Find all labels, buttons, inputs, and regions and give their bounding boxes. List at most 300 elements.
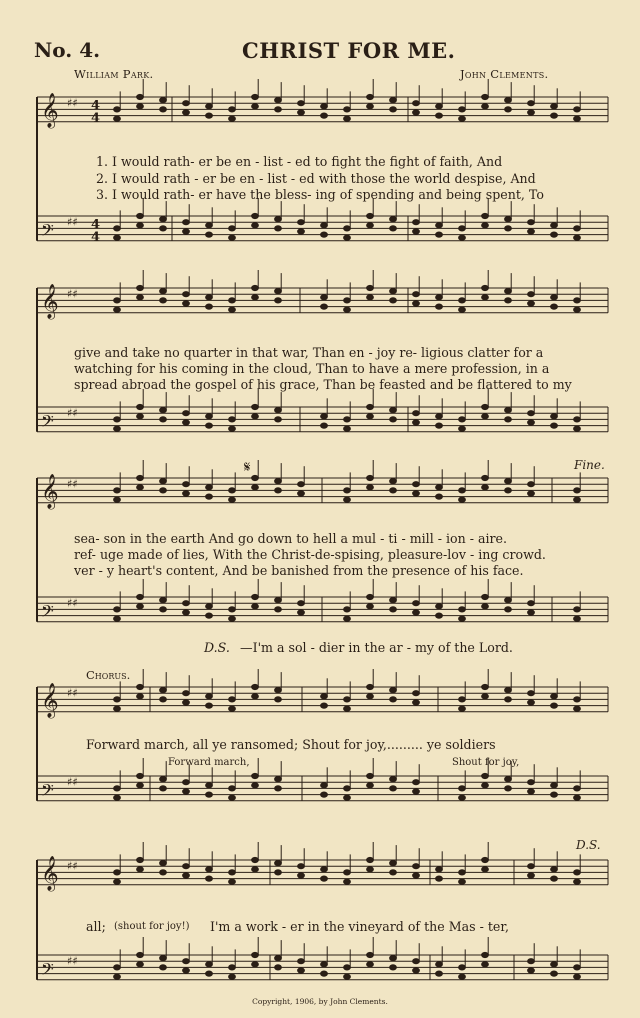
note-head	[459, 497, 466, 502]
note-head	[459, 107, 466, 112]
note-head	[206, 783, 213, 788]
note-head	[482, 285, 489, 290]
note-head	[344, 795, 351, 800]
note-head	[459, 417, 466, 422]
time-signature-top: 4	[91, 98, 101, 114]
system1-verse3: 3. I would rath- er have the bless- ing of spending and being spent, To	[96, 187, 544, 202]
note-head	[114, 235, 121, 240]
note-head	[367, 604, 374, 609]
note-head	[183, 110, 190, 115]
note-head	[390, 217, 397, 222]
note-head	[574, 795, 581, 800]
note-head	[206, 485, 213, 490]
note-head	[229, 226, 236, 231]
note-head	[482, 604, 489, 609]
note-head	[367, 414, 374, 419]
note-head	[160, 226, 167, 231]
note-head	[298, 959, 305, 964]
note-head	[321, 867, 328, 872]
note-head	[160, 298, 167, 303]
note-head	[160, 861, 167, 866]
note-head	[459, 870, 466, 875]
note-head	[367, 867, 374, 872]
note-head	[551, 414, 558, 419]
note-head	[574, 417, 581, 422]
note-head	[321, 304, 328, 309]
note-head	[574, 235, 581, 240]
note-head	[459, 226, 466, 231]
note-head	[367, 475, 374, 480]
note-head	[321, 423, 328, 428]
note-head	[367, 684, 374, 689]
note-head	[114, 616, 121, 621]
note-head	[528, 482, 535, 487]
note-head	[528, 700, 535, 705]
note-head	[252, 857, 259, 862]
note-head	[252, 684, 259, 689]
note-head	[137, 952, 144, 957]
note-head	[229, 107, 236, 112]
note-head	[551, 867, 558, 872]
note-head	[206, 962, 213, 967]
system2-verse1: give and take no quarter in that war, Than en - joy re- ligious clatter for a	[74, 345, 544, 360]
note-head	[459, 706, 466, 711]
note-head	[321, 783, 328, 788]
note-head	[413, 229, 420, 234]
note-head	[436, 494, 443, 499]
lyric-all: all;	[86, 919, 106, 934]
note-head	[551, 423, 558, 428]
treble-clef: 𝄞	[41, 682, 59, 718]
note-head	[275, 298, 282, 303]
note-head	[298, 229, 305, 234]
note-head	[574, 107, 581, 112]
note-head	[413, 301, 420, 306]
fine-marking: Fine.	[574, 458, 605, 472]
note-head	[574, 116, 581, 121]
note-head	[275, 777, 282, 782]
note-head	[321, 414, 328, 419]
note-head	[482, 404, 489, 409]
note-head	[574, 488, 581, 493]
note-head	[321, 223, 328, 228]
note-head	[551, 295, 558, 300]
chorus-label: Chorus.	[86, 668, 131, 682]
note-head	[183, 420, 190, 425]
note-head	[252, 773, 259, 778]
note-head	[275, 598, 282, 603]
note-head	[206, 113, 213, 118]
note-head	[413, 789, 420, 794]
note-head	[436, 414, 443, 419]
note-head	[344, 107, 351, 112]
note-head	[275, 861, 282, 866]
note-head	[344, 879, 351, 884]
note-head	[252, 867, 259, 872]
note-head	[206, 304, 213, 309]
note-head	[574, 786, 581, 791]
note-head	[160, 607, 167, 612]
note-head	[367, 952, 374, 957]
note-head	[344, 298, 351, 303]
note-head	[298, 601, 305, 606]
note-head	[321, 104, 328, 109]
note-head	[114, 697, 121, 702]
note-head	[275, 965, 282, 970]
note-head	[413, 601, 420, 606]
note-head	[275, 786, 282, 791]
note-head	[390, 861, 397, 866]
note-head	[275, 688, 282, 693]
note-head	[574, 298, 581, 303]
note-head	[183, 601, 190, 606]
note-head	[436, 104, 443, 109]
key-signature: ♯♯	[67, 477, 78, 491]
note-head	[574, 870, 581, 875]
note-head	[390, 598, 397, 603]
note-head	[137, 857, 144, 862]
note-head	[137, 213, 144, 218]
note-head	[459, 795, 466, 800]
note-head	[229, 616, 236, 621]
treble-clef: 𝄞	[41, 473, 59, 509]
note-head	[482, 962, 489, 967]
note-head	[413, 700, 420, 705]
key-signature: ♯♯	[67, 686, 78, 700]
note-head	[436, 876, 443, 881]
note-head	[390, 607, 397, 612]
note-head	[344, 235, 351, 240]
note-head	[183, 968, 190, 973]
note-head	[459, 298, 466, 303]
note-head	[390, 488, 397, 493]
note-head	[183, 301, 190, 306]
note-head	[574, 965, 581, 970]
note-head	[114, 607, 121, 612]
note-head	[160, 956, 167, 961]
note-head	[344, 116, 351, 121]
note-head	[574, 974, 581, 979]
note-head	[390, 298, 397, 303]
note-head	[114, 488, 121, 493]
note-head	[344, 616, 351, 621]
time-signature-bottom: 4	[91, 229, 101, 245]
note-head	[137, 475, 144, 480]
note-head	[298, 968, 305, 973]
note-head	[482, 684, 489, 689]
note-head	[229, 298, 236, 303]
note-head	[252, 404, 259, 409]
system3-verse1: sea- son in the earth And go down to hell a mul - ti - mill - ion - aire.	[74, 531, 507, 546]
note-head	[137, 773, 144, 778]
note-head	[160, 870, 167, 875]
note-head	[229, 870, 236, 875]
note-head	[252, 783, 259, 788]
bass-cue-forward-march: Forward march,	[168, 757, 250, 768]
note-head	[367, 295, 374, 300]
note-head	[459, 697, 466, 702]
note-head	[482, 594, 489, 599]
note-head	[413, 420, 420, 425]
note-head	[413, 292, 420, 297]
note-head	[528, 610, 535, 615]
system2-verse2: watching for his coming in the cloud, Than to have a mere profession, in a	[74, 361, 550, 376]
note-head	[436, 971, 443, 976]
note-head	[160, 408, 167, 413]
note-head	[252, 285, 259, 290]
note-head	[390, 956, 397, 961]
note-head	[137, 104, 144, 109]
note-head	[344, 870, 351, 875]
note-head	[505, 488, 512, 493]
note-head	[528, 420, 535, 425]
note-head	[275, 697, 282, 702]
note-head	[344, 974, 351, 979]
note-head	[528, 411, 535, 416]
note-head	[183, 482, 190, 487]
note-head	[528, 491, 535, 496]
system1-verse1: 1. I would rath- er be en - list - ed to fight the fight of faith, And	[96, 154, 503, 169]
note-head	[551, 104, 558, 109]
note-head	[252, 485, 259, 490]
note-head	[574, 879, 581, 884]
note-head	[528, 220, 535, 225]
note-head	[505, 408, 512, 413]
note-head	[252, 694, 259, 699]
note-head	[367, 594, 374, 599]
key-signature: ♯♯	[67, 406, 78, 420]
note-head	[505, 777, 512, 782]
system1-verse2: 2. I would rath - er be en - list - ed with those the world despise, And	[96, 171, 536, 186]
note-head	[344, 706, 351, 711]
note-head	[137, 694, 144, 699]
note-head	[436, 962, 443, 967]
note-head	[321, 295, 328, 300]
note-head	[413, 691, 420, 696]
note-head	[551, 792, 558, 797]
note-head	[183, 229, 190, 234]
note-head	[436, 867, 443, 872]
note-head	[114, 870, 121, 875]
note-head	[183, 700, 190, 705]
note-head	[229, 497, 236, 502]
note-head	[298, 864, 305, 869]
note-head	[528, 691, 535, 696]
segno-sign: 𝄋	[244, 458, 251, 476]
note-head	[436, 604, 443, 609]
note-head	[252, 594, 259, 599]
note-head	[482, 475, 489, 480]
note-head	[528, 864, 535, 869]
note-head	[390, 107, 397, 112]
key-signature: ♯♯	[67, 215, 78, 229]
note-head	[275, 289, 282, 294]
key-signature: ♯♯	[67, 859, 78, 873]
note-head	[413, 968, 420, 973]
chorus-lyric-line: Forward march, all ye ransomed; Shout for joy,......... ye soldiers	[86, 737, 496, 752]
note-head	[482, 485, 489, 490]
note-head	[528, 101, 535, 106]
note-head	[321, 113, 328, 118]
note-head	[229, 786, 236, 791]
note-head	[528, 780, 535, 785]
note-head	[160, 598, 167, 603]
time-signature-top: 4	[91, 217, 101, 233]
note-head	[367, 213, 374, 218]
note-head	[321, 876, 328, 881]
note-head	[344, 307, 351, 312]
system3-verse3: ver - y heart's content, And be banished from the presence of his face.	[74, 563, 524, 578]
note-head	[137, 604, 144, 609]
note-head	[459, 426, 466, 431]
note-head	[183, 864, 190, 869]
lyric-shout-for-joy: (shout for joy!)	[114, 921, 190, 932]
note-head	[574, 307, 581, 312]
note-head	[137, 485, 144, 490]
note-head	[229, 116, 236, 121]
note-head	[505, 417, 512, 422]
note-head	[505, 98, 512, 103]
note-head	[413, 220, 420, 225]
note-head	[229, 307, 236, 312]
note-head	[114, 116, 121, 121]
note-head	[482, 223, 489, 228]
note-head	[298, 101, 305, 106]
note-head	[344, 607, 351, 612]
note-head	[252, 952, 259, 957]
note-head	[413, 864, 420, 869]
note-head	[137, 684, 144, 689]
note-head	[482, 867, 489, 872]
note-head	[275, 107, 282, 112]
system3-verse2: ref- uge made of lies, With the Christ-de-spising, pleasure-lov - ing crowd.	[74, 547, 546, 562]
note-head	[551, 962, 558, 967]
bass-clef: 𝄢	[41, 958, 54, 983]
note-head	[505, 598, 512, 603]
note-head	[183, 292, 190, 297]
ds-label: D.S.	[204, 640, 230, 655]
key-signature: ♯♯	[67, 954, 78, 968]
note-head	[413, 110, 420, 115]
system2-verse3: spread abroad the gospel of his grace, Than be feasted and be flattered to my	[74, 377, 572, 392]
note-head	[183, 411, 190, 416]
note-head	[137, 594, 144, 599]
note-head	[114, 226, 121, 231]
note-head	[252, 475, 259, 480]
note-head	[114, 107, 121, 112]
note-head	[114, 307, 121, 312]
note-head	[206, 223, 213, 228]
note-head	[183, 491, 190, 496]
note-head	[413, 780, 420, 785]
note-head	[229, 974, 236, 979]
note-head	[413, 101, 420, 106]
note-head	[574, 426, 581, 431]
note-head	[160, 217, 167, 222]
hymn-title: CHRIST FOR ME.	[242, 38, 456, 63]
note-head	[482, 94, 489, 99]
note-head	[183, 873, 190, 878]
note-head	[160, 697, 167, 702]
note-head	[275, 408, 282, 413]
note-head	[206, 613, 213, 618]
note-head	[551, 694, 558, 699]
note-head	[528, 110, 535, 115]
note-head	[344, 965, 351, 970]
note-head	[206, 104, 213, 109]
note-head	[482, 414, 489, 419]
bass-cue-shout-for-joy: Shout for joy,	[452, 757, 520, 768]
note-head	[206, 423, 213, 428]
note-head	[459, 616, 466, 621]
note-head	[367, 857, 374, 862]
treble-clef: 𝄞	[41, 283, 59, 319]
note-head	[505, 226, 512, 231]
note-head	[229, 488, 236, 493]
note-head	[459, 965, 466, 970]
note-head	[390, 479, 397, 484]
note-head	[390, 408, 397, 413]
note-head	[137, 285, 144, 290]
note-head	[367, 962, 374, 967]
note-head	[505, 217, 512, 222]
note-head	[390, 688, 397, 693]
note-head	[482, 783, 489, 788]
note-head	[229, 879, 236, 884]
note-head	[390, 777, 397, 782]
note-head	[252, 604, 259, 609]
note-head	[275, 226, 282, 231]
note-head	[459, 607, 466, 612]
note-head	[574, 497, 581, 502]
note-head	[206, 867, 213, 872]
lyric-workers-line: I'm a work - er in the vineyard of the Mas - ter,	[210, 919, 509, 934]
note-head	[160, 488, 167, 493]
note-head	[344, 786, 351, 791]
bass-clef: 𝄢	[41, 219, 54, 244]
bass-clef: 𝄢	[41, 779, 54, 804]
note-head	[505, 289, 512, 294]
note-head	[321, 232, 328, 237]
note-head	[298, 110, 305, 115]
note-head	[367, 783, 374, 788]
note-head	[367, 94, 374, 99]
note-head	[528, 968, 535, 973]
note-head	[275, 417, 282, 422]
note-head	[160, 777, 167, 782]
hymn-number: No. 4.	[34, 38, 101, 62]
composer-credit: John Clements.	[460, 67, 549, 81]
note-head	[413, 411, 420, 416]
note-head	[367, 223, 374, 228]
note-head	[137, 404, 144, 409]
key-signature: ♯♯	[67, 96, 78, 110]
note-head	[206, 232, 213, 237]
note-head	[413, 959, 420, 964]
note-head	[436, 304, 443, 309]
note-head	[459, 974, 466, 979]
note-head	[229, 795, 236, 800]
note-head	[482, 857, 489, 862]
note-head	[574, 607, 581, 612]
note-head	[298, 491, 305, 496]
note-head	[367, 485, 374, 490]
note-head	[229, 706, 236, 711]
note-head	[459, 307, 466, 312]
note-head	[505, 688, 512, 693]
note-head	[229, 417, 236, 422]
note-head	[298, 220, 305, 225]
